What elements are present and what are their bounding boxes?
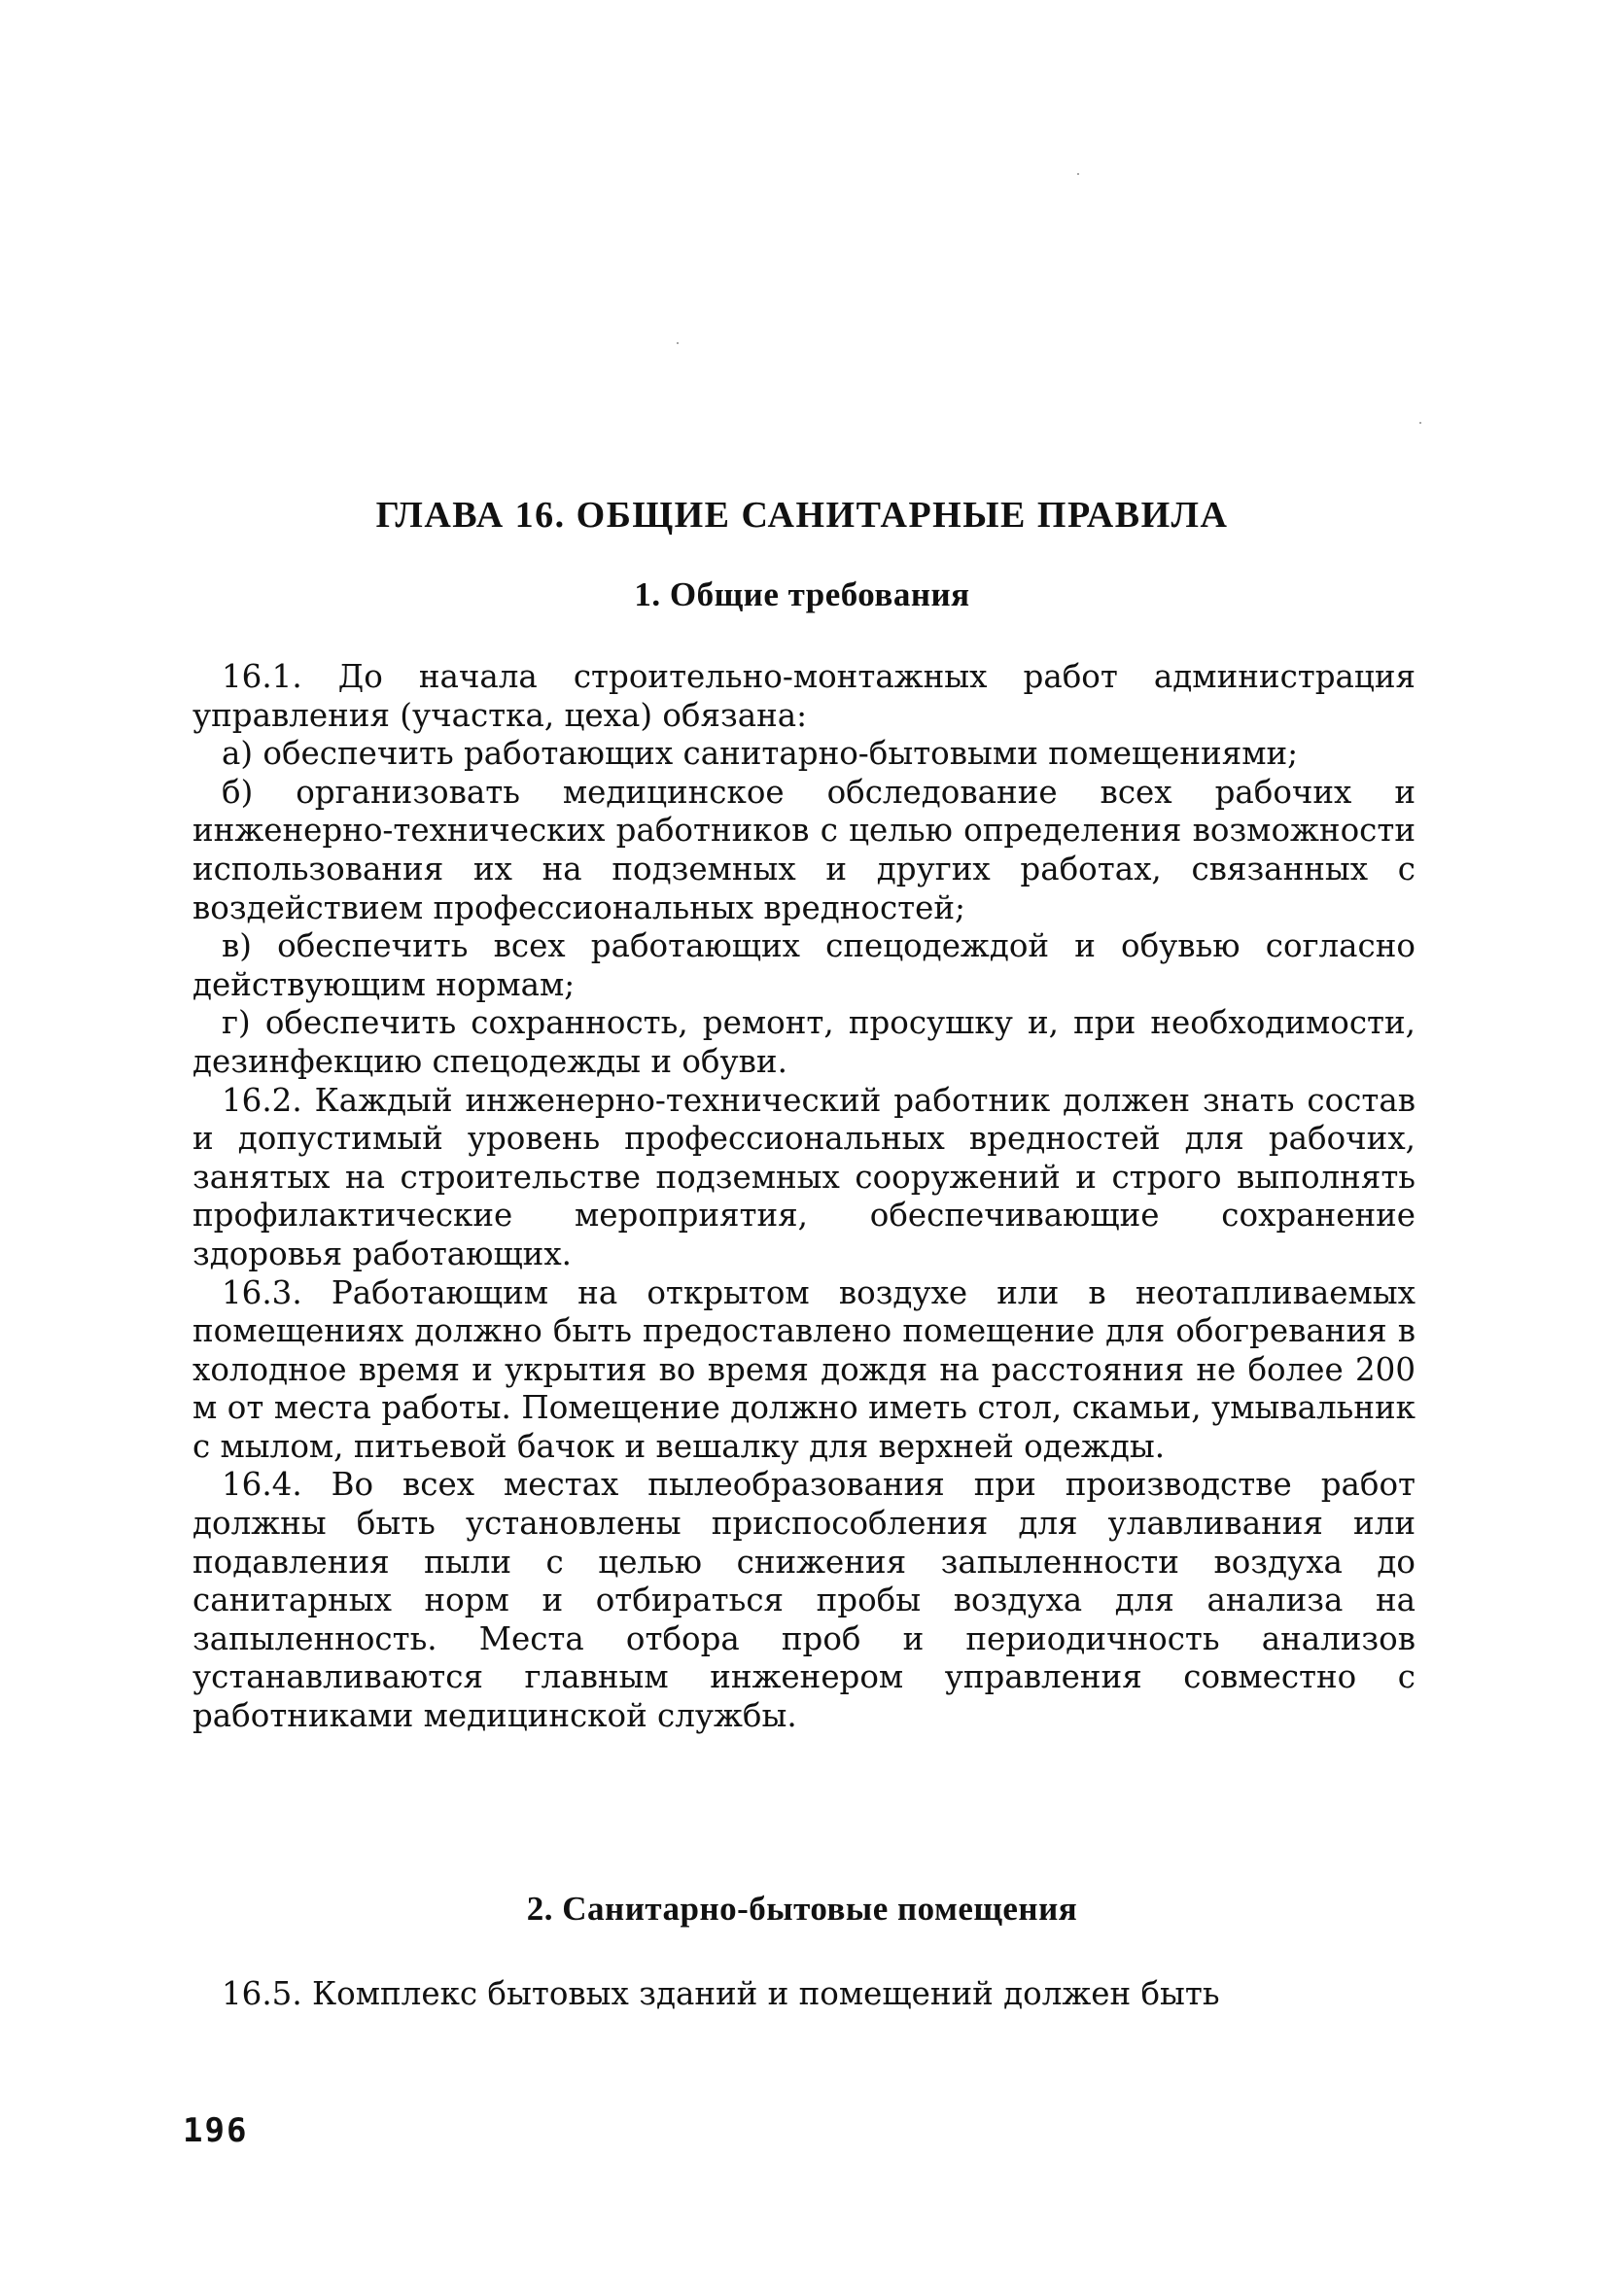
paragraph-16-3: 16.3. Работающим на открытом воздухе или в неотапливаемых помещениях должно быть предоставлено помещение для обогревания в холодное время и укрытия во время дождя на расстояния не более 200 м от места работы. Помещение должно иметь стол, скамьи, умывальник с мылом, питьевой бачок и вешалку для верхней одежды. [192,1273,1416,1465]
scan-speck [1419,422,1421,424]
scan-speck [1077,173,1079,175]
scan-speck [677,342,679,344]
section-title-general-requirements: 1. Общие требования [634,575,970,613]
chapter-title: ГЛАВА 16. ОБЩИЕ САНИТАРНЫЕ ПРАВИЛА [375,495,1229,536]
paragraph-16-1-b: б) организовать медицинское обследование всех рабочих и инженерно-технических работников с целью определения возможности использования их на подземных и других работах, связанных с воздействием профессиональных вредностей; [192,773,1416,926]
section-sanitary-facilities-text [192,1975,1416,2014]
paragraph-16-1-g: г) обеспечить сохранность, ремонт, просушку и, при необходимости, дезинфекцию спецодежды и обуви. [192,1004,1416,1080]
paragraph-16-2: 16.2. Каждый инженерно-технический работник должен знать состав и допустимый уровень профессиональных вредностей для рабочих, занятых на строительстве подземных сооружений и строго выполнять профилактические мероприятия, обеспечивающие сохранение здоровья работающих. [192,1081,1416,1272]
paragraph-16-1-a: а) обеспечить работающих санитарно-бытовыми помещениями; [222,735,1299,773]
page-number: 196 [183,2111,249,2150]
paragraph-16-4: 16.4. Во всех местах пылеобразования при производстве работ должны быть установлены приспособления для улавливания или подавления пыли с целью снижения запыленности воздуха до санитарных норм и отбираться пробы воздуха для анализа на запыленность. Места отбора проб и периодичность анализов устанавливаются главным инженером управления совместно с работниками медицинской службы. [192,1466,1416,1735]
paragraph-16-1: 16.1. До начала строительно-монтажных работ администрация управления (участка, цеха) обязана: [192,658,1416,734]
paragraph-16-5: 16.5. Комплекс бытовых зданий и помещений должен быть [222,1975,1220,2012]
paragraph-16-1-v: в) обеспечить всех работающих спецодеждой и обувью согласно действующим нормам; [192,927,1416,1003]
section-title-sanitary-facilities: 2. Санитарно-бытовые помещения [526,1890,1078,1928]
section-general-requirements-text [192,658,1416,1736]
